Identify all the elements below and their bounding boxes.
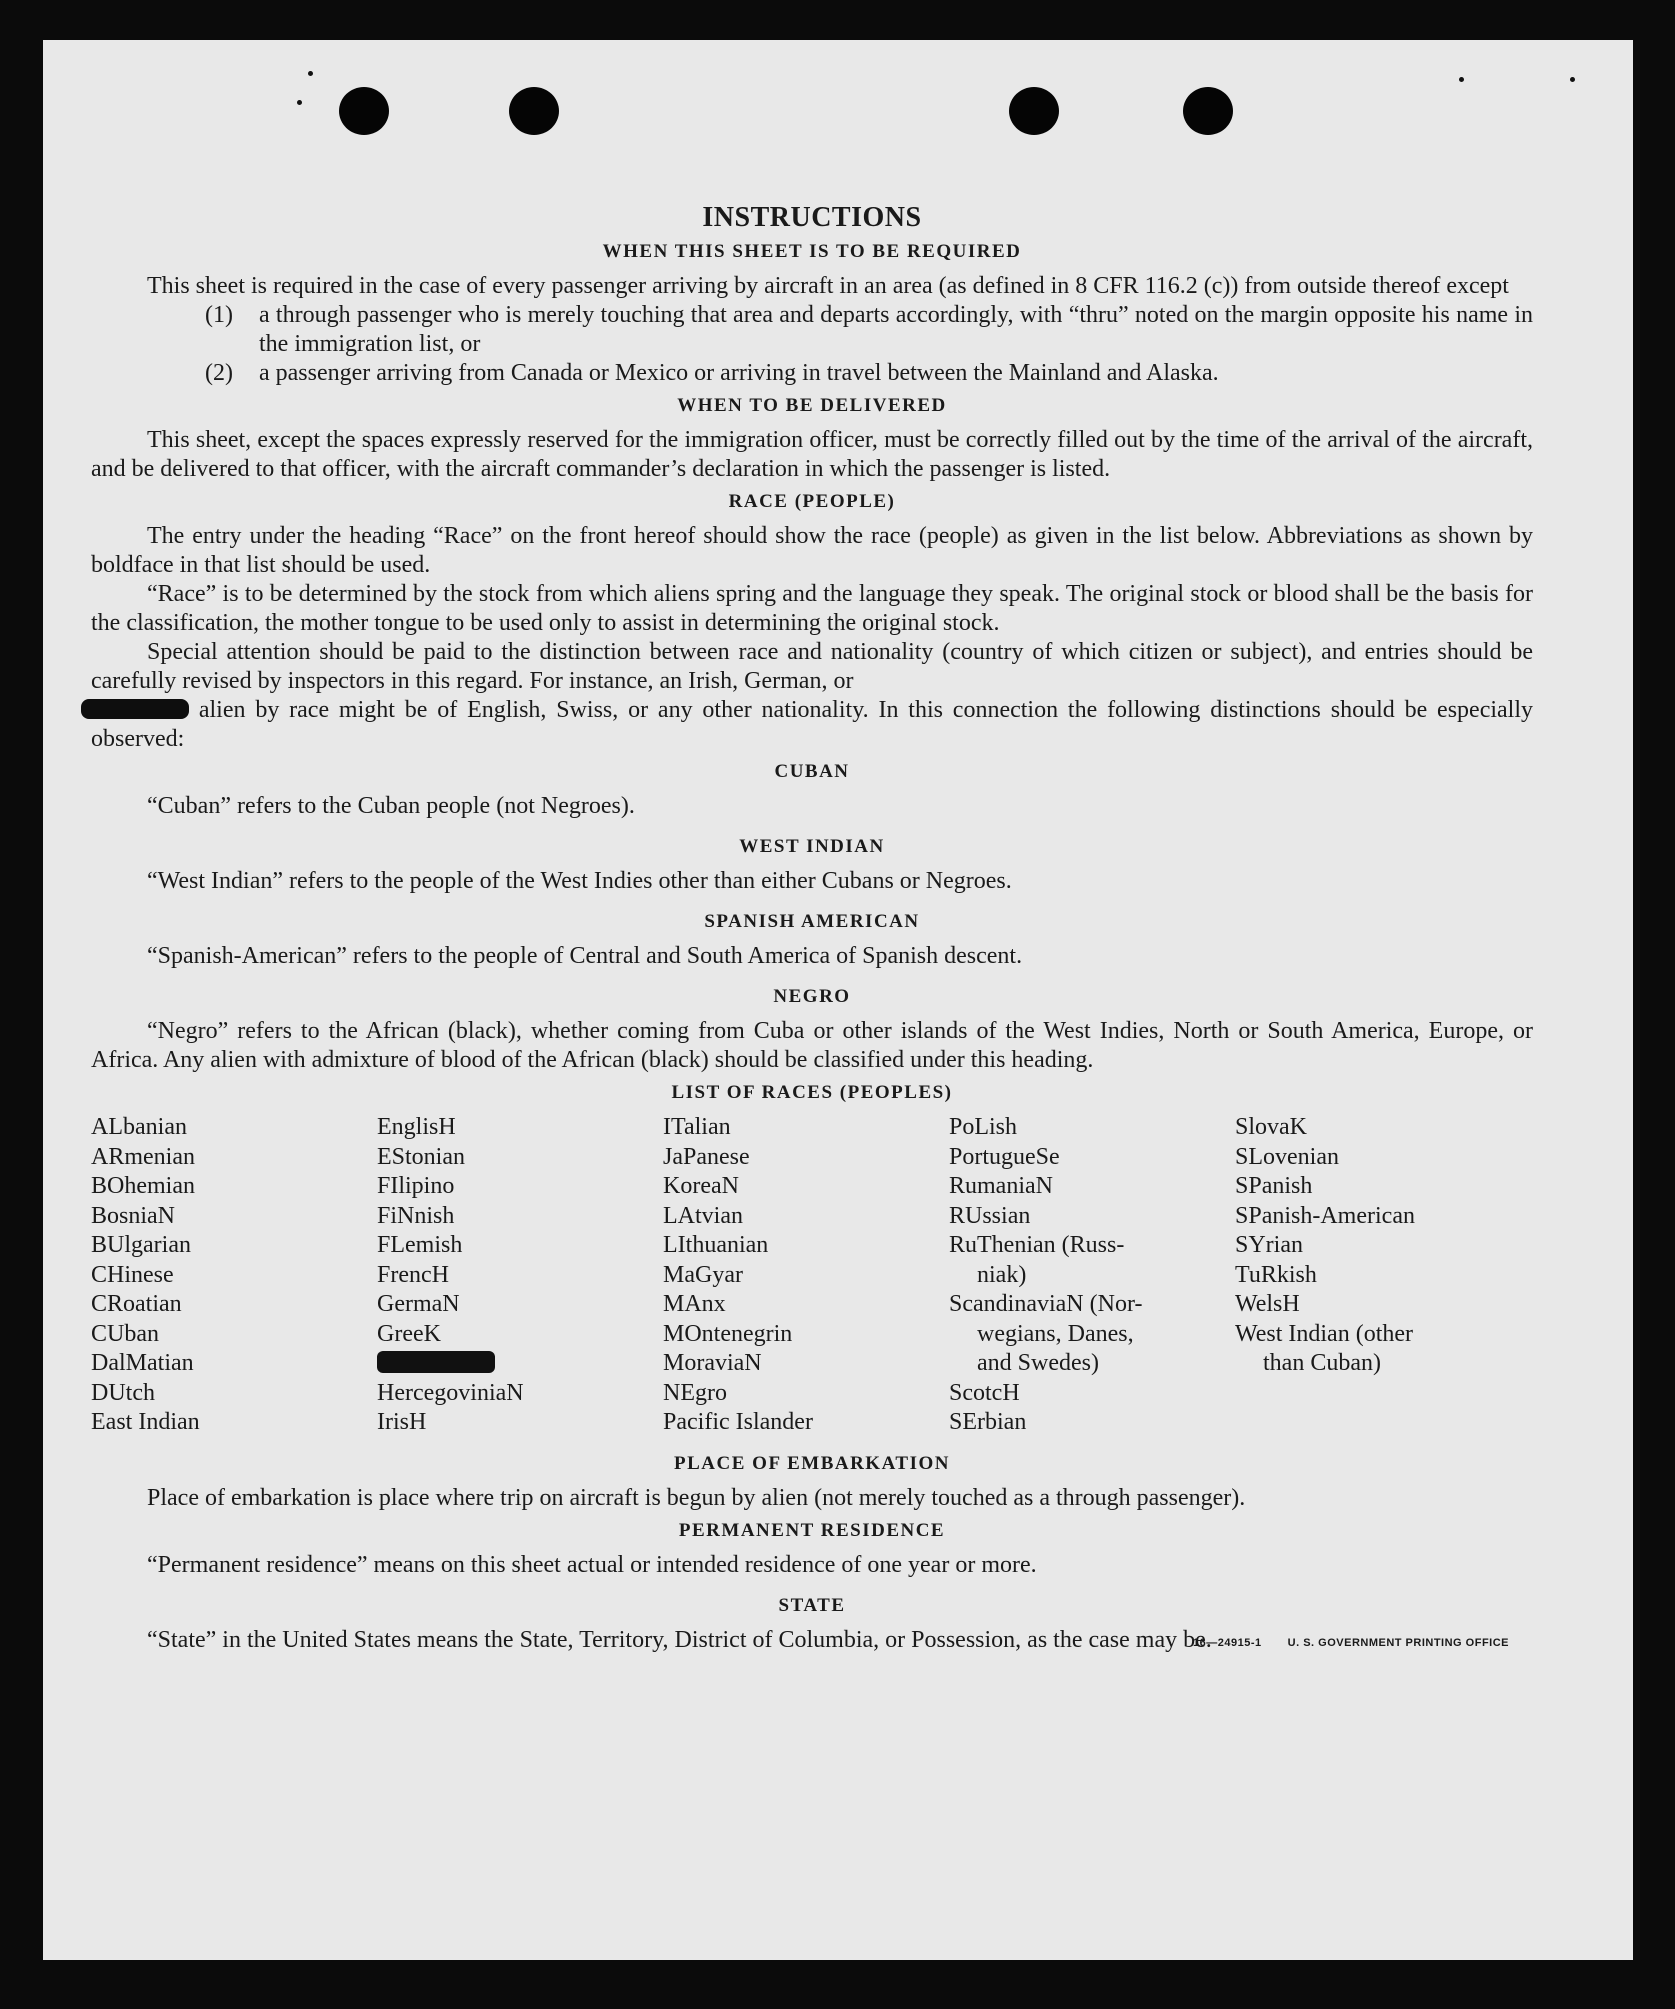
race-entry: RUssian (949, 1202, 1031, 1229)
race-entry: DUtch (91, 1379, 155, 1406)
item-number: (2) (205, 360, 233, 386)
race-entry: DalMatian (91, 1350, 194, 1376)
race-entry: PortugueSe (949, 1143, 1060, 1170)
state-text: “State” in the United States means the State, Territory, District of Columbia, or Possession, as the case may be. (147, 1626, 1212, 1653)
race-entry: MAnx (663, 1291, 726, 1317)
heading-state: STATE (778, 1594, 846, 1616)
printer-name: U. S. GOVERNMENT PRINTING OFFICE (1287, 1636, 1509, 1649)
required-item-2 (91, 359, 1533, 388)
race-entry: TuRkish (1235, 1261, 1317, 1288)
form-code: 16—24915-1 (1193, 1636, 1262, 1649)
race-entry: MoraviaN (663, 1350, 762, 1376)
punch-hole (339, 87, 389, 135)
race-entry: KoreaN (663, 1173, 739, 1199)
race-entry: BosniaN (91, 1202, 175, 1229)
race-entry: ScandinaviaN (Nor- (949, 1291, 1143, 1317)
race-entry: RumaniaN (949, 1173, 1053, 1199)
punch-hole (1009, 87, 1059, 135)
race-paragraph-3b-text: alien by race might be of English, Swiss, or any other nationality. In this connection the following distinctions should be especially observed: (91, 697, 1534, 752)
heading-west-indian: WEST INDIAN (739, 836, 885, 857)
races-column-4 (949, 1113, 1235, 1438)
negro-text: “Negro” refers to the African (black), whether coming from Cuba or other islands of the West Indies, North or South America, Europe, or Africa. Any alien with admixture of blood of the African (black) should be classified under this heading. (91, 1018, 1533, 1073)
race-entry: JaPanese (663, 1143, 750, 1170)
race-entry: ScotcH (949, 1379, 1020, 1406)
race-entry: FiNnish (377, 1202, 455, 1229)
race-entry: GermaN (377, 1291, 460, 1317)
race-entry: GreeK (377, 1320, 441, 1347)
race-entry: CHinese (91, 1261, 174, 1288)
heading-required: WHEN THIS SHEET IS TO BE REQUIRED (602, 241, 1022, 262)
race-entry: MaGyar (663, 1261, 743, 1288)
heading-race: RACE (PEOPLE) (728, 491, 896, 512)
race-entry: RuThenian (Russ- (949, 1232, 1125, 1258)
punch-hole (1183, 87, 1233, 135)
races-column-5 (1235, 1113, 1521, 1438)
races-column-1 (91, 1113, 377, 1438)
required-item-1 (91, 301, 1533, 359)
west-indian-text: “West Indian” refers to the people of the West Indies other than either Cubans or Negroes. (147, 868, 1012, 894)
document-content (91, 162, 1533, 1651)
race-entry: SPanish (1235, 1173, 1313, 1199)
race-entry: NEgro (663, 1379, 727, 1406)
required-intro: This sheet is required in the case of every passenger arriving by aircraft in an area (as defined in 8 CFR 116.2 (c)) from outside thereof except (147, 273, 1509, 299)
page-title: INSTRUCTIONS (702, 202, 922, 233)
races-list (91, 1113, 1533, 1438)
speck (1459, 77, 1464, 82)
race-entry: MOntenegrin (663, 1320, 793, 1347)
race-entry: BOhemian (91, 1173, 195, 1199)
race-entry: SLovenian (1235, 1143, 1339, 1170)
races-column-3 (663, 1113, 949, 1438)
residence-text: “Permanent residence” means on this sheet actual or intended residence of one year or more. (147, 1551, 1037, 1578)
heading-embarkation: PLACE OF EMBARKATION (674, 1452, 950, 1474)
race-entry: EStonian (377, 1143, 465, 1170)
speck (308, 71, 313, 76)
race-entry: CRoatian (91, 1291, 182, 1317)
race-entry: IrisH (377, 1409, 427, 1435)
race-entry: LAtvian (663, 1202, 743, 1229)
race-entry: niak) (977, 1261, 1027, 1288)
race-paragraph-2: “Race” is to be determined by the stock from which aliens spring and the language they speak. The original stock or blood shall be the basis for the classification, the mother tongue to be used only to assist in determining the original stock. (91, 581, 1533, 636)
race-entry: BUlgarian (91, 1232, 191, 1258)
spanish-american-text: “Spanish-American” refers to the people of Central and South America of Spanish descent. (147, 943, 1023, 969)
race-entry: FLemish (377, 1232, 463, 1258)
heading-delivered: WHEN TO BE DELIVERED (677, 395, 947, 416)
race-entry: FrencH (377, 1261, 449, 1288)
race-entry: ITalian (663, 1114, 731, 1140)
race-entry: EnglisH (377, 1114, 456, 1140)
race-entry: SPanish-American (1235, 1202, 1415, 1229)
heading-spanish-american: SPANISH AMERICAN (704, 911, 920, 932)
race-entry: West Indian (other (1235, 1320, 1414, 1347)
race-entry: SlovaK (1235, 1114, 1307, 1140)
race-paragraph-3b (91, 696, 1533, 754)
race-entry (377, 1349, 663, 1379)
race-entry: East Indian (91, 1409, 200, 1435)
race-entry: LIthuanian (663, 1232, 769, 1258)
race-entry: ALbanian (91, 1114, 187, 1140)
heading-list-of-races: LIST OF RACES (PEOPLES) (671, 1082, 953, 1103)
race-entry: ARmenian (91, 1143, 195, 1170)
race-entry: than Cuban) (1263, 1350, 1381, 1376)
heading-cuban: CUBAN (774, 761, 850, 782)
race-entry: WelsH (1235, 1291, 1300, 1317)
item-text: a passenger arriving from Canada or Mexico or arriving in travel between the Mainland and Alaska. (259, 360, 1219, 386)
races-column-2 (377, 1113, 663, 1438)
print-code (1167, 1637, 1509, 1649)
race-entry: SYrian (1235, 1232, 1303, 1258)
punch-hole (509, 87, 559, 135)
race-paragraph-3a: Special attention should be paid to the distinction between race and nationality (country of which citizen or subject), and entries should be carefully revised by inspectors in this regard. For instance, an Irish, German, or (91, 639, 1533, 694)
race-paragraph-1: The entry under the heading “Race” on the front hereof should show the race (people) as given in the list below. Abbreviations as shown by boldface in that list should be used. (91, 523, 1533, 578)
race-entry: HercegoviniaN (377, 1379, 524, 1406)
race-entry: FIlipino (377, 1173, 455, 1199)
race-entry: wegians, Danes, (977, 1320, 1134, 1347)
race-entry: PoLish (949, 1114, 1018, 1140)
race-entry: CUban (91, 1320, 159, 1347)
item-text: a through passenger who is merely touching that area and departs accordingly, with “thru” noted on the margin opposite his name in the immigration list, or (259, 302, 1533, 357)
race-entry: SErbian (949, 1409, 1027, 1435)
speck (1570, 77, 1575, 82)
embarkation-text: Place of embarkation is place where trip on aircraft is begun by alien (not merely touched as a through passenger). (147, 1484, 1246, 1511)
delivered-text: This sheet, except the spaces expressly reserved for the immigration officer, must be correctly filled out by the time of the arrival of the aircraft, and be delivered to that officer, with the aircraft commander’s declaration in which the passenger is listed. (91, 427, 1533, 482)
speck (297, 100, 302, 105)
race-entry: Pacific Islander (663, 1409, 813, 1435)
heading-negro: NEGRO (773, 986, 851, 1007)
redaction-mark (81, 699, 189, 719)
document-sheet (43, 40, 1633, 1960)
item-number: (1) (205, 302, 233, 328)
race-entry: and Swedes) (977, 1350, 1099, 1376)
heading-permanent-residence: PERMANENT RESIDENCE (678, 1519, 946, 1541)
cuban-text: “Cuban” refers to the Cuban people (not Negroes). (147, 793, 635, 819)
